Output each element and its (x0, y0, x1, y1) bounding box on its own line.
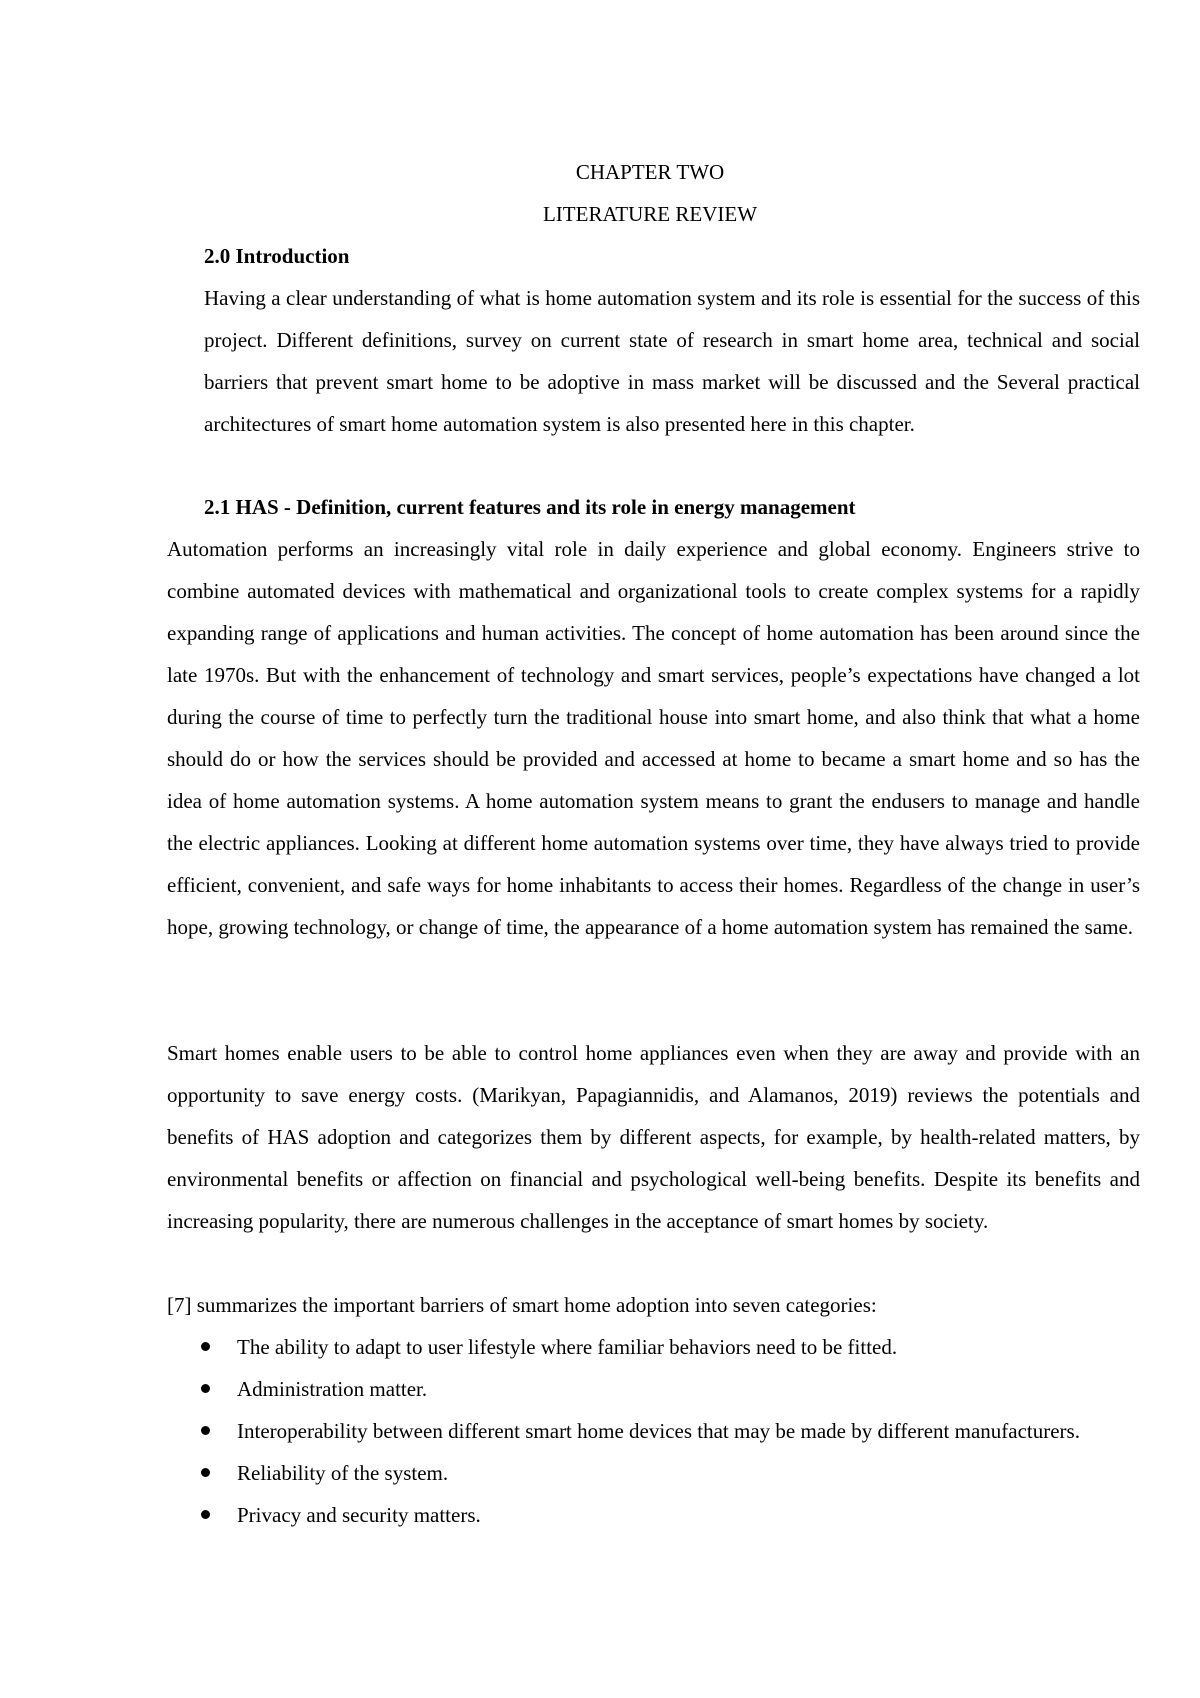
bullet-icon (201, 1468, 210, 1477)
automation-paragraph: Automation performs an increasingly vital role in daily experience and global economy. Engineers strive to combine automated devices with mathematical and organizational tools to create complex systems for a rapidly expanding range of applications and human activities. The concept of home automation has been around since the late 1970s. But with the enhancement of technology and smart services, people’s expectations have changed a lot during the course of time to perfectly turn the traditional house into smart home, and also think that what a home should do or how the services should be provided and accessed at home to became a smart home and so has the idea of home automation systems. A home automation system means to grant the endusers to manage and handle the electric appliances. Looking at different home automation systems over time, they have always tried to provide efficient, convenient, and safe ways for home inhabitants to access their homes. Regardless of the change in user’s hope, growing technology, or change of time, the appearance of a home automation system has remained the same. (167, 537, 1140, 939)
list-item (167, 1452, 1140, 1494)
list-item-text: The ability to adapt to user lifestyle where familiar behaviors need to be fitted. (237, 1335, 898, 1359)
barriers-list (167, 1326, 1140, 1536)
smart-homes-paragraph: Smart homes enable users to be able to control home appliances even when they are away and provide with an opportunity to save energy costs. (Marikyan, Papagiannidis, and Alamanos, 2019) reviews the potentials and benefits of HAS adoption and categorizes them by different aspects, for example, by health-related matters, by environmental benefits or affection on financial and psychological well-being benefits. Despite its benefits and increasing popularity, there are numerous challenges in the acceptance of smart homes by society. (167, 1041, 1140, 1233)
list-item (167, 1494, 1140, 1536)
bullet-icon (201, 1426, 210, 1435)
list-item (167, 1368, 1140, 1410)
list-item (167, 1410, 1140, 1452)
bullet-icon (201, 1342, 210, 1351)
chapter-title: CHAPTER TWO (575, 160, 725, 184)
list-item-text: Privacy and security matters. (237, 1503, 481, 1527)
barriers-intro: [7] summarizes the important barriers of smart home adoption into seven categories: (167, 1293, 877, 1317)
list-item (167, 1326, 1140, 1368)
list-item-text: Administration matter. (237, 1377, 428, 1401)
list-item-text: Reliability of the system. (237, 1461, 449, 1485)
introduction-heading: 2.0 Introduction (204, 244, 350, 268)
introduction-paragraph: Having a clear understanding of what is home automation system and its role is essential for the success of this project. Different definitions, survey on current state of research in smart home area, technical and social barriers that prevent smart home to be adoptive in mass market will be discussed and the Several practical architectures of smart home automation system is also presented here in this chapter. (204, 286, 1140, 436)
list-item-text: Interoperability between different smart home devices that may be made by different manufacturers. (237, 1419, 1080, 1443)
bullet-icon (201, 1384, 210, 1393)
has-section-heading: 2.1 HAS - Definition, current features and its role in energy management (204, 495, 856, 519)
bullet-icon (201, 1510, 210, 1519)
section-title: LITERATURE REVIEW (542, 202, 758, 226)
